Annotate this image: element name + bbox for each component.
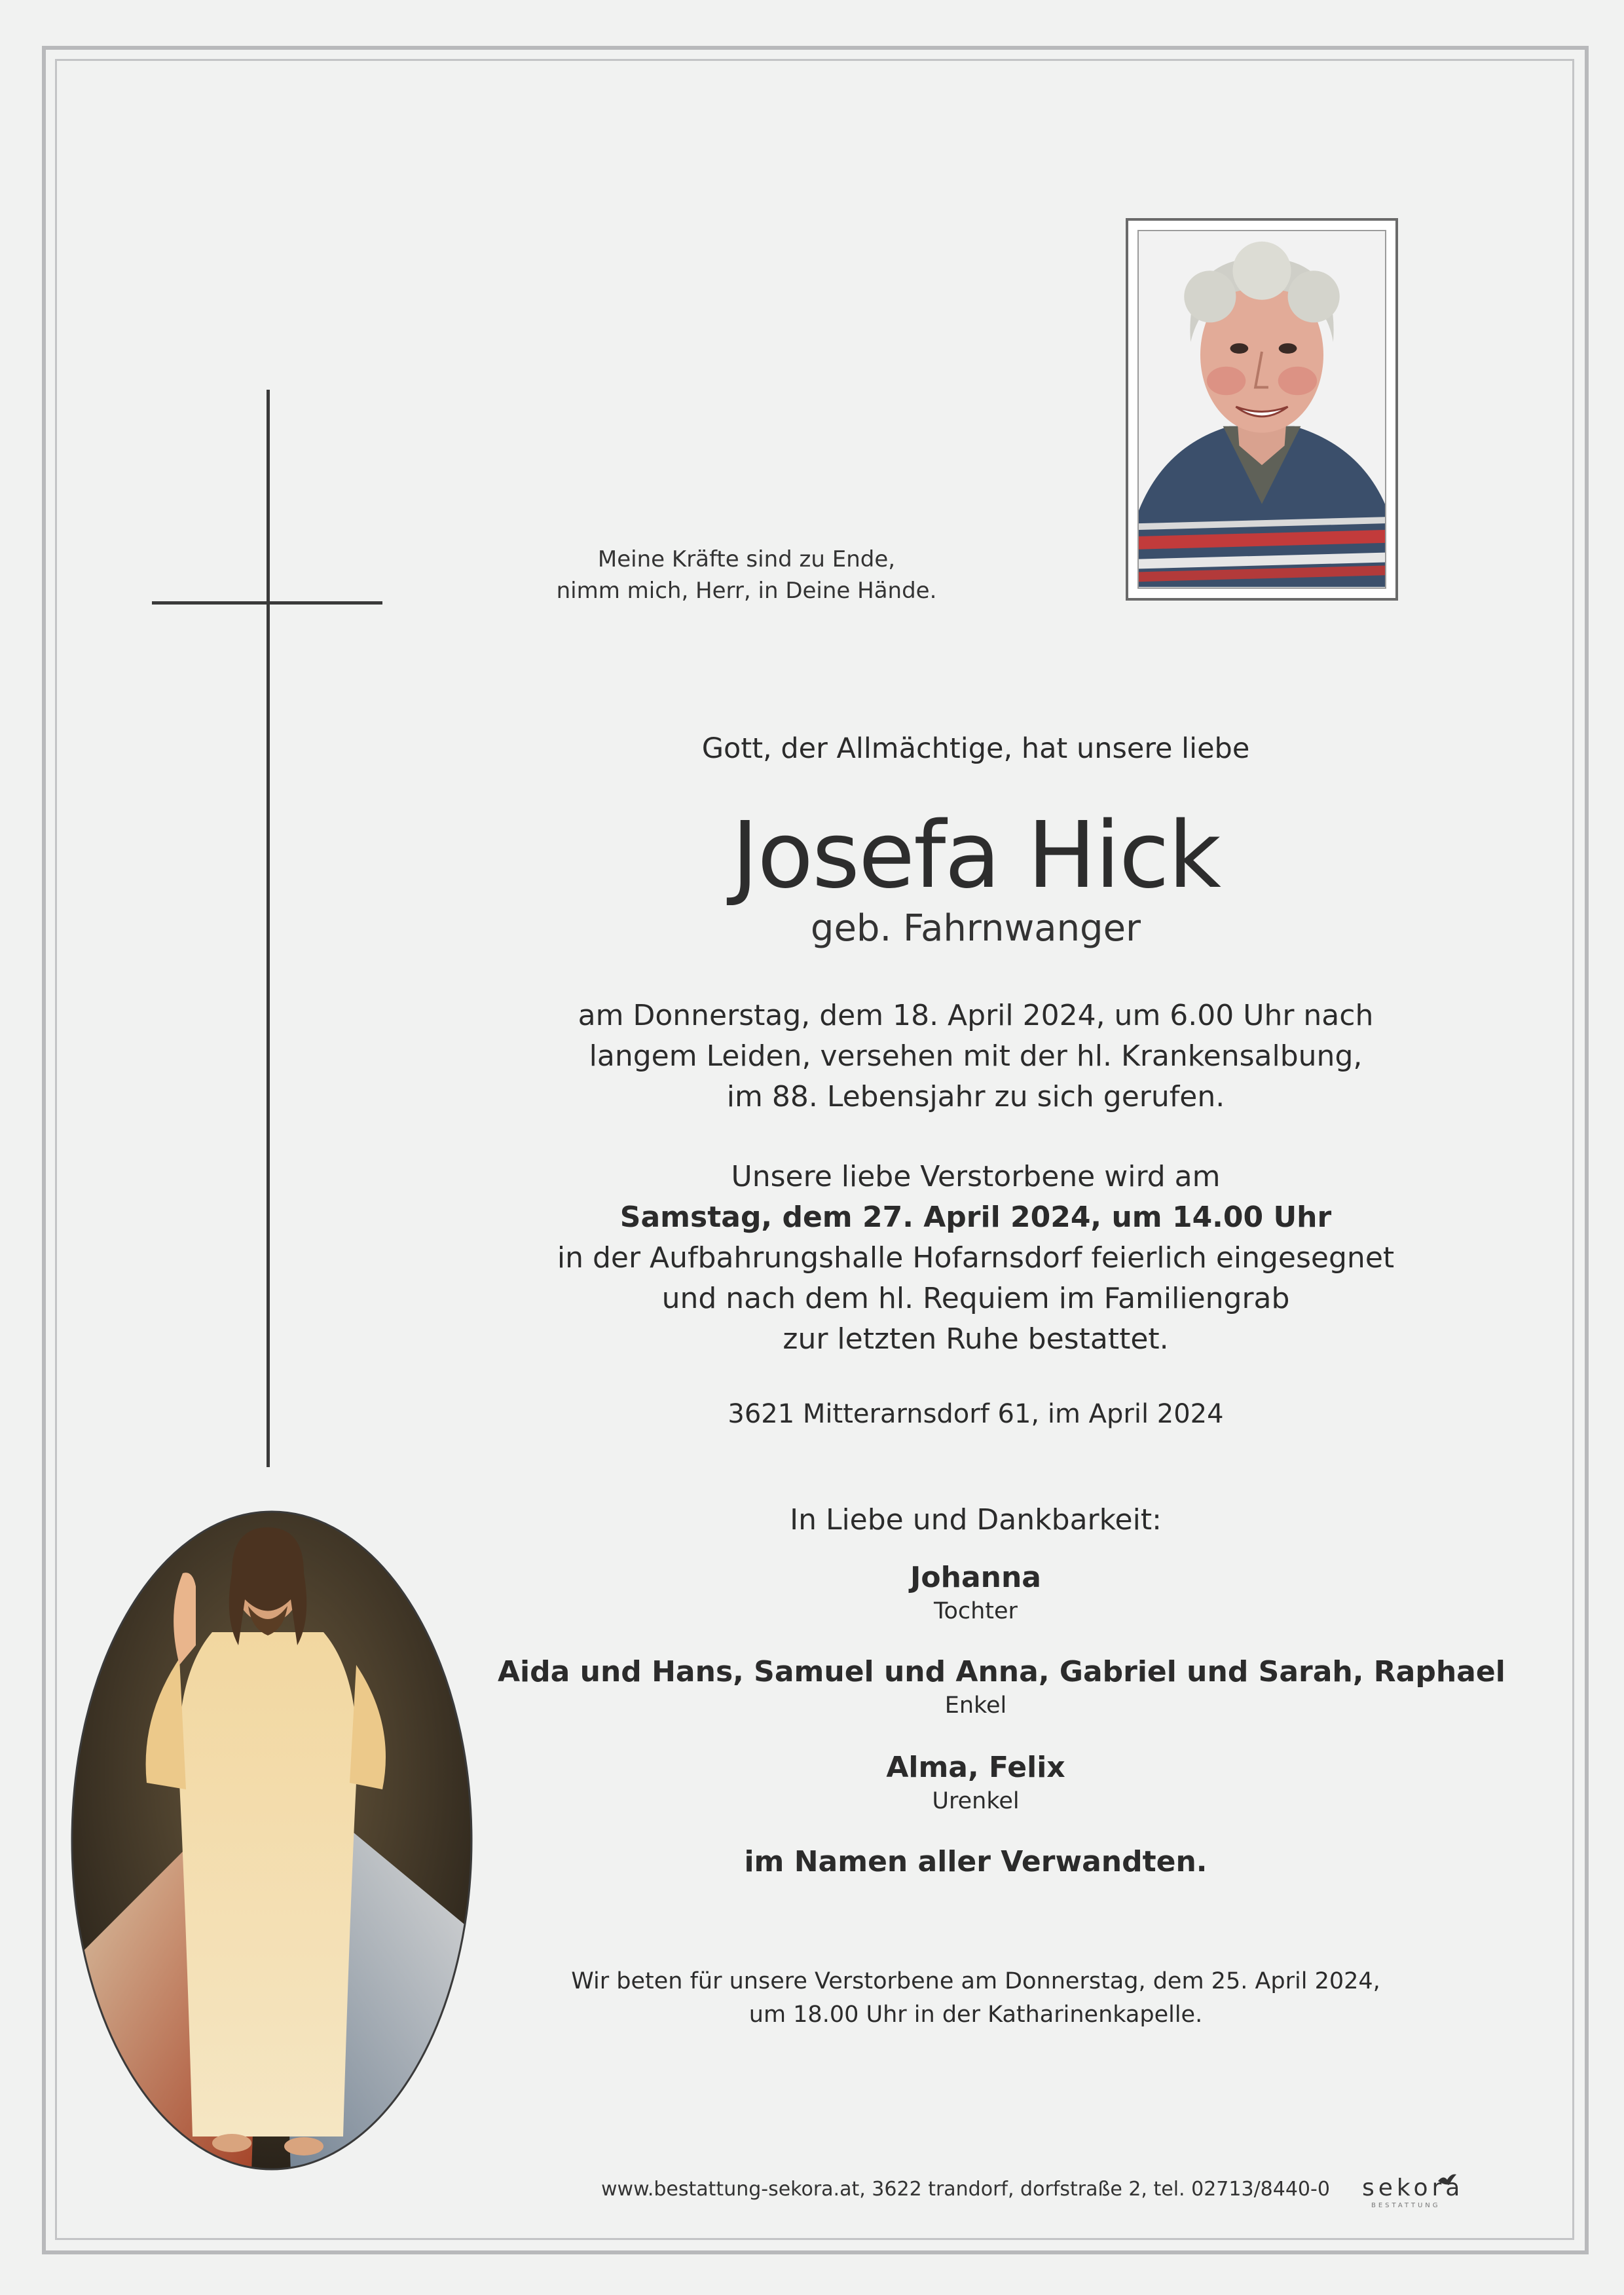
mourner-names-1: Johanna [910,1561,1041,1594]
prayer-line-2: um 18.00 Uhr in der Katharinenkapelle. [748,2002,1203,2028]
verse-line-1: Meine Kräfte sind zu Ende, [597,546,896,572]
logo-text: sekora [1362,2174,1464,2201]
death-line-3: im 88. Lebensjahr zu sich gerufen. [726,1080,1225,1113]
mourner-names-2: Aida und Hans, Samuel und Anna, Gabriel und Sarah, Raphael [498,1655,1505,1689]
deceased-name: Josefa Hick [731,802,1220,909]
logo-subtitle: BESTATTUNG [1371,2202,1441,2209]
funeral-date: Samstag, dem 27. April 2024, um 14.00 Uhr [619,1201,1332,1234]
funeral-line-3: in der Aufbahrungshalle Hofarnsdorf feierlich eingesegnet [557,1241,1395,1275]
funeral-line-1: Unsere liebe Verstorbene wird am [731,1160,1221,1193]
mourner-relation-2: Enkel [944,1692,1007,1719]
cross-icon-vertical [267,390,270,1467]
funeral-line-4: und nach dem hl. Requiem im Familiengrab [661,1282,1290,1315]
bird-icon [1437,2172,1458,2188]
funeral-line-5: zur letzten Ruhe bestattet. [783,1322,1169,1356]
death-line-2: langem Leiden, versehen mit der hl. Krankensalbung, [589,1039,1363,1073]
footer-contact: www.bestattung-sekora.at, 3622 trandorf, dorfstraße 2, tel. 02713/8440-0 [601,2178,1330,2201]
mourner-names-3: Alma, Felix [886,1751,1065,1784]
cross-icon-horizontal [152,601,382,605]
mourner-relation-3: Urenkel [932,1788,1020,1814]
verse-line-2: nimm mich, Herr, in Deine Hände. [556,578,937,604]
devotional-image [68,1508,475,2173]
mourners-heading: In Liebe und Dankbarkeit: [790,1503,1162,1537]
mourner-relation-1: Tochter [934,1598,1018,1624]
place-date: 3621 Mitterarnsdorf 61, im April 2024 [728,1399,1224,1429]
maiden-name: geb. Fahrnwanger [810,907,1141,950]
prayer-line-1: Wir beten für unsere Verstorbene am Donnerstag, dem 25. April 2024, [571,1968,1380,1994]
closing-text: im Namen aller Verwandten. [744,1845,1208,1878]
intro-text: Gott, der Allmächtige, hat unsere liebe [701,732,1250,765]
death-line-1: am Donnerstag, dem 18. April 2024, um 6.00 Uhr nach [578,999,1374,1032]
announcement [498,0,1505,2295]
